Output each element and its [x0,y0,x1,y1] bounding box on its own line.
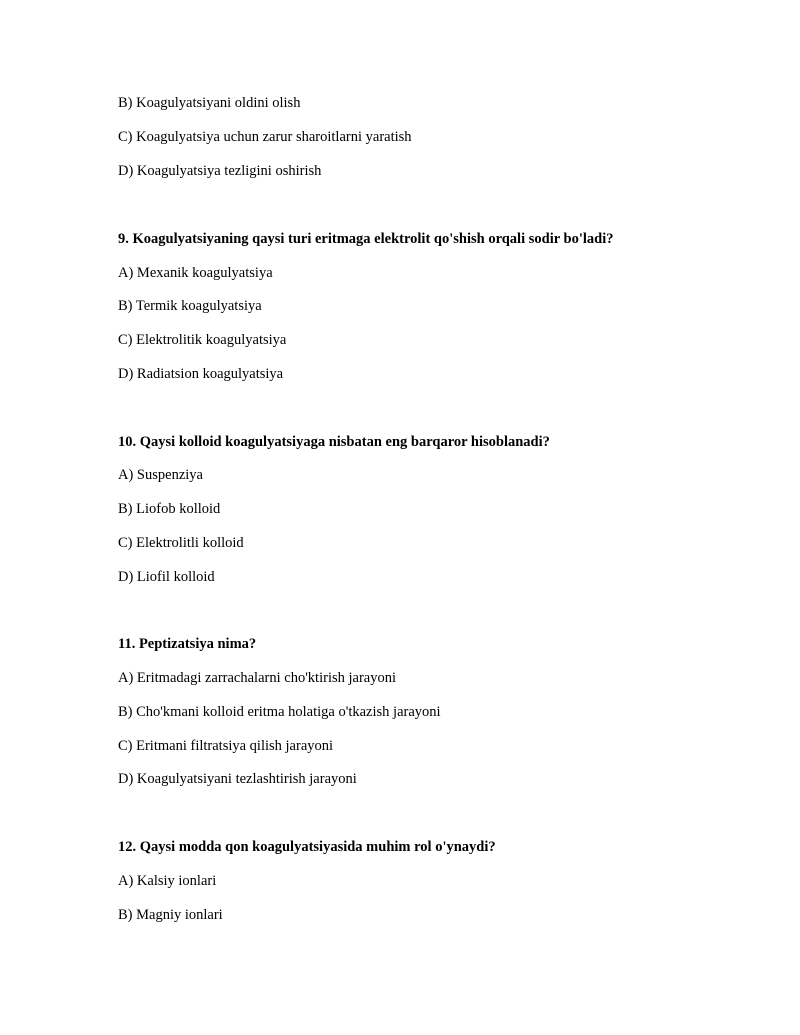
question-9-option-b: B) Termik koagulyatsiya [118,298,262,314]
question-12: 12. Qaysi modda qon koagulyatsiyasida muhim rol o'ynaydi? [118,839,496,855]
question-11-option-c: C) Eritmani filtratsiya qilish jarayoni [118,738,334,754]
question-9-option-c: C) Elektrolitik koagulyatsiya [118,332,287,348]
question-12-option-a: A) Kalsiy ionlari [118,873,217,889]
question-9: 9. Koagulyatsiyaning qaysi turi eritmaga elektrolit qo'shish orqali sodir bo'ladi? [118,231,614,247]
question-11-option-a: A) Eritmadagi zarrachalarni cho'ktirish jarayoni [118,670,396,686]
option-prev-d: D) Koagulyatsiya tezligini oshirish [118,163,322,179]
question-11-option-d: D) Koagulyatsiyani tezlashtirish jarayoni [118,771,357,787]
option-prev-c: C) Koagulyatsiya uchun zarur sharoitlarni yaratish [118,129,412,145]
question-9-option-d: D) Radiatsion koagulyatsiya [118,366,284,382]
question-10-option-d: D) Liofil kolloid [118,569,215,585]
option-prev-b: B) Koagulyatsiyani oldini olish [118,95,301,111]
question-12-option-b: B) Magniy ionlari [118,907,223,923]
question-10-option-b: B) Liofob kolloid [118,501,221,517]
question-11: 11. Peptizatsiya nima? [118,636,257,652]
question-10-option-c: C) Elektrolitli kolloid [118,535,244,551]
question-9-option-a: A) Mexanik koagulyatsiya [118,265,273,281]
question-11-option-b: B) Cho'kmani kolloid eritma holatiga o'tkazish jarayoni [118,704,441,720]
question-10-option-a: A) Suspenziya [118,467,203,483]
question-10: 10. Qaysi kolloid koagulyatsiyaga nisbatan eng barqaror hisoblanadi? [118,434,550,450]
